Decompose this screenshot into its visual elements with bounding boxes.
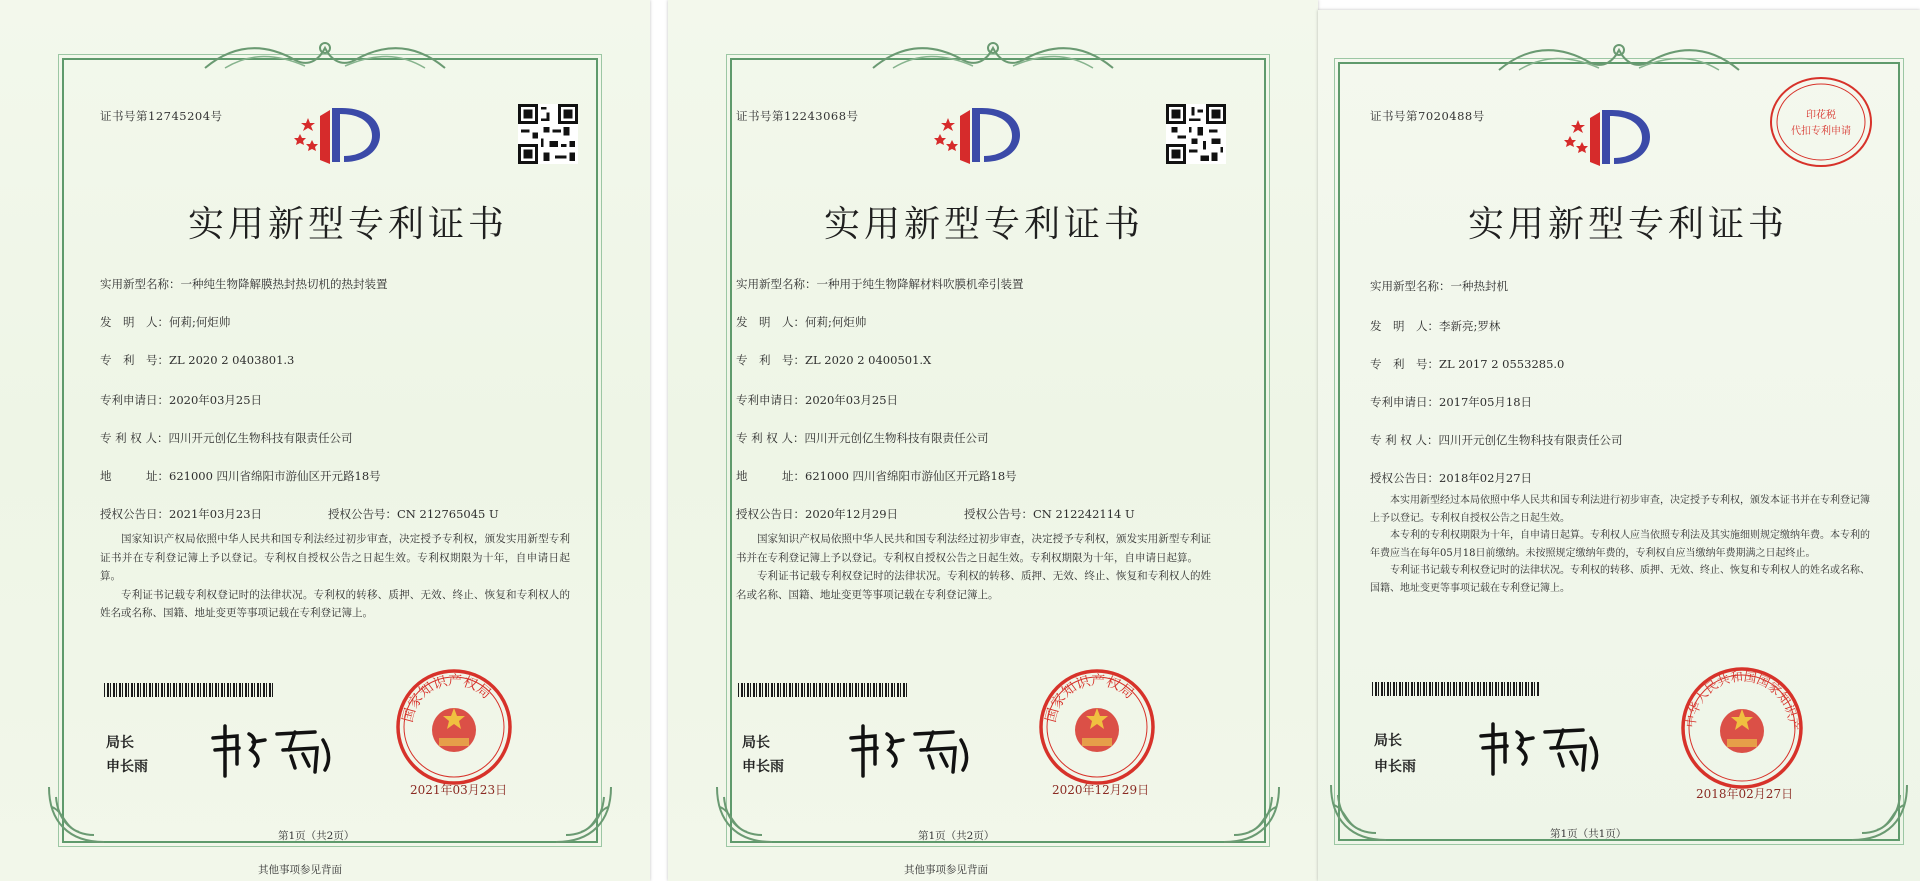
director-title: 局长 [742,735,770,751]
patent-certificate-1 [0,0,650,881]
certificate-number: 证书号第12243068号 [736,109,859,123]
field-grant-date: 授权公告日：2021年03月23日 [100,507,263,521]
stamp-line: 印花税 [1806,110,1836,121]
seal-text: 国家知识产权局 [1043,672,1137,724]
certificate-title: 实用新型专利证书 [824,204,1145,245]
field-patentee: 专 利 权 人：四川开元创亿生物科技有限责任公司 [1370,433,1623,447]
body-paragraph: 本专利的专利权期限为十年，自申请日起算。专利权人应当依照专利法及其实施细则规定缴纳年费。本专利的年费应当在每年05月18日前缴纳。未按照规定缴纳年费的，专利权自应当缴纳年费期满之日起终止。 [1370,530,1870,559]
director-signature [843,720,983,784]
director-title: 局长 [1374,733,1402,749]
director-signature [205,720,345,784]
field-address: 地 址：621000 四川省绵阳市游仙区开元路18号 [100,469,381,483]
field-grant-date: 授权公告日：2020年12月29日 [736,507,899,521]
seal-date: 2020年12月29日 [1052,783,1150,797]
body-paragraph: 专利证书记载专利权登记时的法律状况。专利权的转移、质押、无效、终止、恢复和专利权人的姓名或名称、国籍、地址变更等事项记载在专利登记簿上。 [736,570,1211,601]
body-paragraph: 国家知识产权局依照中华人民共和国专利法经过初步审查，决定授予专利权，颁发实用新型专利证书并在专利登记簿上予以登记。专利权自授权公告之日起生效。专利权期限为十年，自申请日起算。 [100,533,570,582]
seal-date: 2018年02月27日 [1696,787,1794,801]
certificate-title: 实用新型专利证书 [1468,204,1789,245]
field-application-date: 专利申请日：2017年05月18日 [1370,395,1533,409]
director-title: 局长 [106,735,134,751]
certificate-body-text [736,530,1211,604]
seal-date: 2021年03月23日 [410,783,508,797]
field-address: 地 址：621000 四川省绵阳市游仙区开元路18号 [736,469,1017,483]
seal-text: 中华人民共和国国家知识产 [1682,668,1802,732]
cnipa-logo-icon [930,100,1022,174]
field-inventor: 发 明 人：李新亮;罗林 [1370,319,1501,333]
certificate-border [730,58,1266,843]
field-utility-model-name: 实用新型名称：一种纯生物降解膜热封热切机的热封装置 [100,277,388,291]
qr-code [1166,104,1226,164]
certificate-number: 证书号第7020488号 [1370,109,1485,123]
top-ornament [1489,40,1749,80]
barcode [1372,682,1540,696]
page-info: 第1页（共2页） [918,830,995,842]
footer-note: 其他事项参见背面 [904,864,988,876]
field-patent-number: 专 利 号：ZL 2020 2 0400501.X [736,353,932,367]
director-signature [1473,718,1613,782]
field-utility-model-name: 实用新型名称：一种用于纯生物降解材料吹膜机牵引装置 [736,277,1024,291]
body-paragraph: 专利证书记载专利权登记时的法律状况。专利权的转移、质押、无效、终止、恢复和专利权人的姓名或名称、国籍、地址变更等事项记载在专利登记簿上。 [100,588,570,619]
field-patentee: 专 利 权 人：四川开元创亿生物科技有限责任公司 [100,431,353,445]
body-paragraph: 本实用新型经过本局依照中华人民共和国专利法进行初步审查，决定授予专利权，颁发本证书并在专利登记簿上予以登记。专利权自授权公告之日起生效。 [1370,495,1870,524]
director-name: 申长雨 [106,759,148,775]
field-application-date: 专利申请日：2020年03月25日 [100,393,263,407]
stamp-line: 代扣专利申请 [1791,126,1851,137]
top-ornament [195,38,455,78]
page-info: 第1页（共1页） [1550,828,1627,840]
official-seal [395,668,513,790]
corner-ornament [1214,777,1284,847]
official-seal [1680,666,1804,794]
official-seal [1038,668,1156,790]
certificate-border [1338,62,1900,841]
field-patentee: 专 利 权 人：四川开元创亿生物科技有限责任公司 [736,431,989,445]
barcode [738,683,908,697]
corner-ornament [712,777,782,847]
page-info: 第1页（共2页） [278,830,355,842]
field-inventor: 发 明 人：何莉;何炬帅 [100,315,231,329]
certificate-body-text [1370,492,1870,597]
field-grant-date: 授权公告日：2018年02月27日 [1370,471,1533,485]
corner-ornament [1842,775,1912,845]
field-publication-number: 授权公告号：CN 212765045 U [328,507,499,521]
patent-certificate-2 [668,0,1318,881]
field-publication-number: 授权公告号：CN 212242114 U [964,507,1135,521]
corner-ornament [1326,775,1396,845]
corner-ornament [44,777,114,847]
barcode [104,683,274,697]
footer-note: 其他事项参见背面 [258,864,342,876]
certificate-body-text [100,530,570,623]
seal-text: 国家知识产权局 [400,672,494,724]
director-name: 申长雨 [1374,759,1416,775]
top-ornament [863,38,1123,78]
certificate-title: 实用新型专利证书 [188,204,509,245]
director-name: 申长雨 [742,759,784,775]
field-patent-number: 专 利 号：ZL 2017 2 0553285.0 [1370,357,1565,371]
corner-ornament [546,777,616,847]
field-inventor: 发 明 人：何莉;何炬帅 [736,315,867,329]
cnipa-logo-icon [290,100,382,174]
cnipa-logo-icon [1560,102,1652,176]
body-paragraph: 专利证书记载专利权登记时的法律状况。专利权的转移、质押、无效、终止、恢复和专利权人的姓名或名称、国籍、地址变更等事项记载在专利登记簿上。 [1370,565,1870,594]
certificate-number: 证书号第12745204号 [100,109,223,123]
field-application-date: 专利申请日：2020年03月25日 [736,393,899,407]
body-paragraph: 国家知识产权局依照中华人民共和国专利法经过初步审查，决定授予专利权，颁发实用新型专利证书并在专利登记簿上予以登记。专利权自授权公告之日起生效。专利权期限为十年，自申请日起算。 [736,533,1211,564]
stamp-duty-seal [1766,72,1876,176]
field-patent-number: 专 利 号：ZL 2020 2 0403801.3 [100,353,295,367]
field-utility-model-name: 实用新型名称：一种热封机 [1370,279,1508,293]
qr-code [518,104,578,164]
patent-certificate-3 [1318,10,1920,881]
